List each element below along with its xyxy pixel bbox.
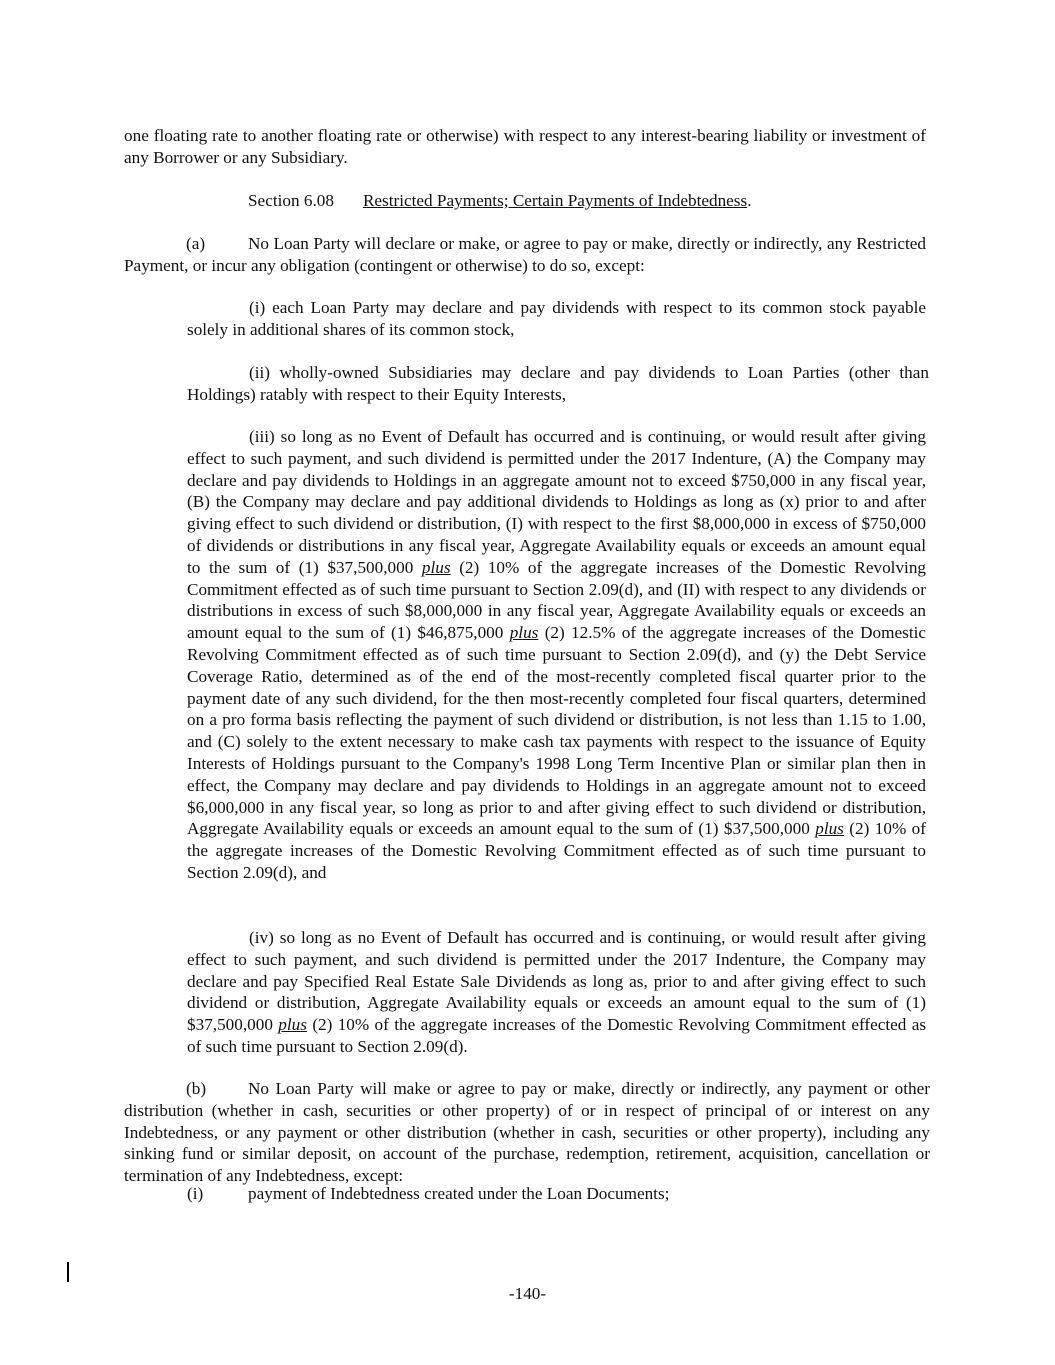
paragraph-b-text: No Loan Party will make or agree to pay or make, directly or indirectly, any payment or other distribution (whether in cash, securities or other property) of or in respect of principal of or interest on any Indebtedness, or any payment or other distribution (whether in cash, securities or other property), including any sinking fund or similar deposit, on account of the purchase, redemption, retirement, acquisition, cancellation or termination of any Indebtedness, except: — [124, 1079, 930, 1186]
plus-word: plus — [815, 819, 844, 839]
section-title-period: . — [747, 191, 752, 210]
paragraph-a — [124, 233, 926, 277]
item-i: (i) each Loan Party may declare and pay dividends with respect to its common stock payable solely in additional shares of its common stock, — [187, 298, 926, 339]
item-iii-part2: (2) 10% of the aggregate increases of the Domestic Revolving Commitment effected as of such time pursuant to Section 2.09(d), and (II) with respect to any dividends or distributions in excess of such $8,000,000 in any fiscal year, Aggregate Availability equals or exceeds an amount equal to the sum of (1) $46,875,000 — [187, 557, 927, 643]
plus-word: plus — [509, 623, 539, 643]
continuation-paragraph: one floating rate to another floating rate or otherwise) with respect to any interest-bearing liability or investment of any Borrower or any Subsidiary. — [124, 126, 926, 167]
paragraph-a-text: No Loan Party will declare or make, or agree to pay or make, directly or indirectly, any Restricted Payment, or incur any obligation (contingent or otherwise) to do so, except: — [124, 234, 926, 275]
paragraph-b-label: (b) — [186, 1079, 207, 1098]
page-number: -140- — [508, 1284, 547, 1303]
section-title: Restricted Payments; Certain Payments of Indebtedness — [362, 191, 748, 210]
item-ii: (ii) wholly-owned Subsidiaries may declare and pay dividends to Loan Parties (other than Holdings) ratably with respect to their Equity Interests, — [187, 363, 929, 404]
b-item-i-label: (i) — [187, 1184, 204, 1203]
item-iii-part3: (2) 12.5% of the aggregate increases of the Domestic Revolving Commitment effected as of such time pursuant to Section 2.09(d), and (y) the Debt Service Coverage Ratio, determined as of the end of the most-recently completed fiscal quarter prior to the payment date of any such dividend, for the then most-recently completed four fiscal quarters, determined on a pro forma basis reflecting the payment of such dividend or distribution, is not less than 1.15 to 1.00, and (C) solely to the extent necessary to make cash tax payments with respect to the issuance of Equity Interests of Holdings pursuant to the Company's 1998 Long Term Incentive Plan or similar plan then in effect, the Company may declare and pay dividends to Holdings in an aggregate amount not to exceed $6,000,000 in any fiscal year, so long as prior to and after giving effect to such dividend or distribution, Aggregate Availability equals or exceeds an amount equal to the sum of (1) $37,500,000 — [187, 623, 927, 839]
revision-bar — [67, 1262, 69, 1282]
paragraph-b — [124, 1078, 930, 1187]
plus-word: plus — [421, 557, 451, 577]
section-heading — [248, 190, 752, 212]
section-number: Section 6.08 — [248, 191, 334, 210]
item-iv — [187, 927, 926, 1058]
item-iii — [187, 426, 926, 884]
item-iii-part1: (iii) so long as no Event of Default has occurred and is continuing, or would result after giving effect to such payment, and such dividend is permitted under the 2017 Indenture, (A) the Company may declare and pay dividends to Holdings in an aggregate amount not to exceed $750,000 in any fiscal year, (B) the Company may declare and pay additional dividends to Holdings as long as (x) prior to and after giving effect to such dividend or distribution, (I) with respect to the first $8,000,000 in excess of $750,000 of dividends or distributions in any fiscal year, Aggregate Availability equals or exceeds an amount equal to the sum of (1) $37,500,000 — [187, 427, 926, 577]
plus-word: plus — [278, 1015, 307, 1035]
b-item-i-text: payment of Indebtedness created under the Loan Documents; — [248, 1184, 670, 1203]
item-iii-part4: (2) 10% of the aggregate increases of the Domestic Revolving Commitment effected as of such time pursuant to Section 2.09(d), and — [187, 819, 926, 882]
paragraph-a-label: (a) — [186, 234, 206, 253]
b-item-i — [187, 1183, 669, 1205]
item-iv-part2: (2) 10% of the aggregate increases of the Domestic Revolving Commitment effected as of such time pursuant to Section 2.09(d). — [187, 1015, 927, 1056]
item-iv-part1: (iv) so long as no Event of Default has occurred and is continuing, or would result after giving effect to such payment, and such dividend is permitted under the 2017 Indenture, the Company may declare and pay Specified Real Estate Sale Dividends as long as, prior to and after giving effect to such dividend or distribution, Aggregate Availability equals or exceeds an amount equal to the sum of (1) $37,500,000 — [187, 928, 926, 1035]
